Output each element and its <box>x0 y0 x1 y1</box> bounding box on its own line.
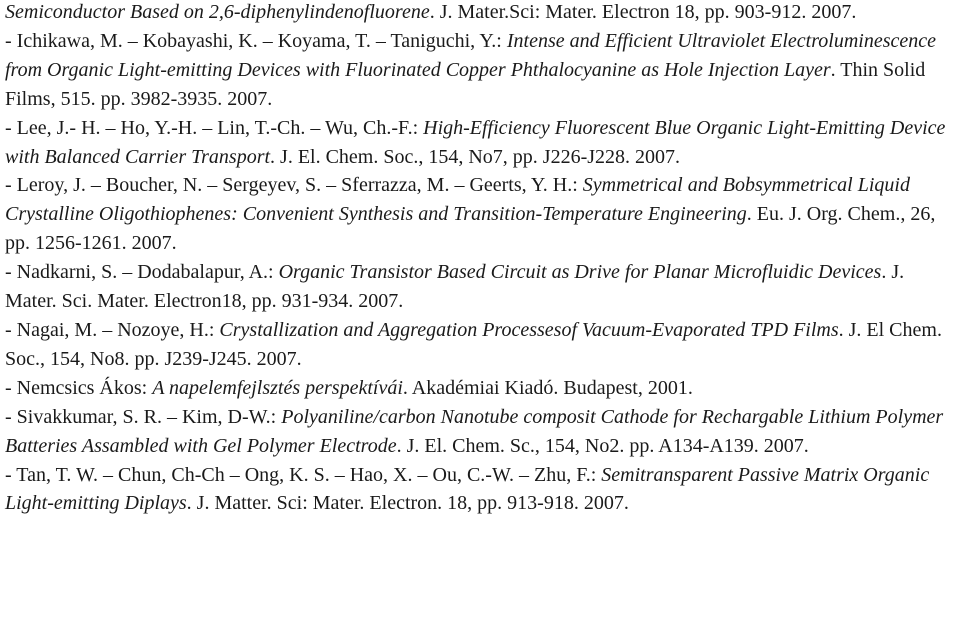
reference-authors: - Nemcsics Ákos: <box>5 376 153 399</box>
reference-authors: - Tan, T. W. – Chun, Ch-Ch – Ong, K. S. – Hao, X. – Ou, C.-W. – Zhu, F.: <box>5 463 602 486</box>
reference-entry <box>5 403 955 461</box>
reference-title: Semiconductor Based on 2,6-diphenylindenofluorene <box>5 1 430 23</box>
reference-entry <box>5 374 955 403</box>
reference-source: . J. El. Chem. Sc., 154, No2. pp. A134-A139. 2007. <box>396 434 809 457</box>
reference-source: . J. Mater.Sci: Mater. Electron 18, pp. 903-912. 2007. <box>429 1 857 23</box>
reference-title: Polyaniline/carbon Nanotube composit Cathode for Rechargable Lithium Polymer Batteries Assambled with Gel Polymer Electrode <box>5 405 944 457</box>
reference-source: . J. Matter. Sci: Mater. Electron. 18, pp. 913-918. 2007. <box>186 492 629 515</box>
reference-entry <box>5 114 955 172</box>
reference-entry <box>5 27 955 114</box>
reference-title: A napelemfejlsztés perspektívái <box>152 376 403 399</box>
reference-title: Crystallization and Aggregation Processesof Vacuum-Evaporated TPD Films <box>219 318 839 341</box>
reference-source: . J. El. Chem. Soc., 154, No7, pp. J226-J228. 2007. <box>270 145 681 168</box>
reference-title: Symmetrical and Bobsymmetrical Liquid Crystalline Oligothiophenes: Convenient Synthesis and Transition-Temperature Engineering <box>5 174 910 226</box>
reference-source: . Eu. J. Org. Chem., 26, pp. 1256-1261. 2007. <box>5 203 936 255</box>
reference-source: . J. El Chem. Soc., 154, No8. pp. J239-J245. 2007. <box>5 318 942 370</box>
reference-authors: - Lee, J.- H. – Ho, Y.-H. – Lin, T.-Ch. – Wu, Ch.-F.: <box>5 116 424 139</box>
reference-source: . Akadémiai Kiadó. Budapest, 2001. <box>402 376 693 399</box>
reference-title: Organic Transistor Based Circuit as Drive for Planar Microfluidic Devices <box>278 261 882 284</box>
reference-source: . J. Mater. Sci. Mater. Electron18, pp. 931-934. 2007. <box>5 261 905 313</box>
reference-entry <box>5 316 955 374</box>
reference-source: . Thin Solid Films, 515. pp. 3982-3935. 2007. <box>5 58 926 110</box>
reference-list <box>5 0 955 518</box>
reference-authors: - Sivakkumar, S. R. – Kim, D-W.: <box>5 405 282 428</box>
reference-entry <box>5 171 955 258</box>
reference-title: High-Efficiency Fluorescent Blue Organic Light-Emitting Device with Balanced Carrier Transport <box>5 116 946 168</box>
reference-title: Intense and Efficient Ultraviolet Electroluminescence from Organic Light-emitting Devices with Fluorinated Copper Phthalocyanine as Hole Injection Layer <box>5 29 936 81</box>
reference-authors: - Nagai, M. – Nozoye, H.: <box>5 318 220 341</box>
reference-authors: - Ichikawa, M. – Kobayashi, K. – Koyama, T. – Taniguchi, Y.: <box>5 29 507 52</box>
reference-title: Semitransparent Passive Matrix Organic Light-emitting Diplays <box>5 463 930 515</box>
reference-entry <box>5 461 955 519</box>
reference-authors: - Nadkarni, S. – Dodabalapur, A.: <box>5 261 279 284</box>
reference-authors: - Leroy, J. – Boucher, N. – Sergeyev, S. – Sferrazza, M. – Geerts, Y. H.: <box>5 174 583 197</box>
reference-entry <box>5 258 955 316</box>
reference-entry <box>5 0 955 27</box>
